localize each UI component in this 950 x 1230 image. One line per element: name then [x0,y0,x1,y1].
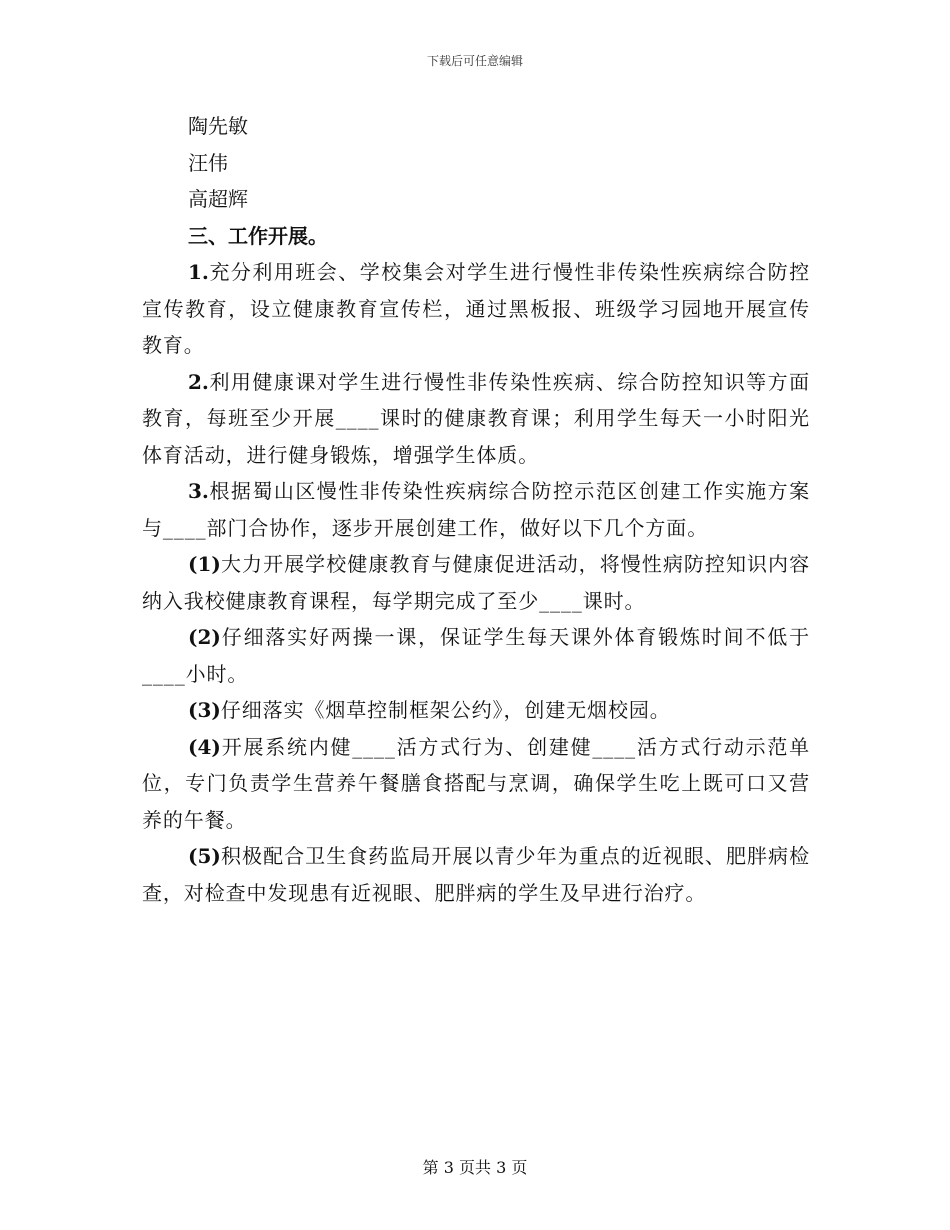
name-line: 汪伟 [188,150,228,175]
paragraph [142,619,810,692]
page-header: 下载后可任意编辑 [426,54,523,68]
paragraph-number: (5) [188,844,221,868]
paragraph-number: 3. [188,479,209,503]
document-body [142,108,810,911]
paragraph-text: 积极配合卫生食药监局开展以青少年为重点的近视眼、肥胖病检查，对检查中发现患有近视眼、肥胖病的学生及早进行治疗。 [142,844,810,905]
name-line: 高超辉 [188,187,248,211]
paragraph-text: 利用健康课对学生进行慢性非传染性疾病、综合防控知识等方面教育，每班至少开展____课时的健康教育课；利用学生每天一小时阳光体育活动，进行健身锻炼，增强学生体质。 [142,369,810,467]
paragraph [142,729,810,839]
paragraph-number: (2) [188,625,221,649]
paragraph-text: 仔细落实好两操一课，保证学生每天课外体育锻炼时间不低于____小时。 [142,625,810,686]
paragraph-text: 大力开展学校健康教育与健康促进活动，将慢性病防控知识内容纳入我校健康教育课程，每学期完成了至少____课时。 [142,552,810,613]
paragraph-text: 开展系统内健____活方式行为、创建健____活方式行动示范单位，专门负责学生营养午餐膳食搭配与烹调，确保学生吃上既可口又营养的午餐。 [142,734,810,832]
paragraph-number: (4) [188,734,221,759]
name-line: 陶先敏 [188,114,248,138]
section-heading: 三、工作开展。 [188,223,328,248]
paragraph-number: (3) [188,698,221,722]
paragraph-text: 仔细落实《烟草控制框架公约》，创建无烟校园。 [220,698,671,722]
paragraph [142,254,810,364]
paragraph-text: 根据蜀山区慢性非传染性疾病综合防控示范区创建工作实施方案与____部门合协作，逐步开展创建工作，做好以下几个方面。 [142,479,810,540]
paragraph [142,364,810,474]
paragraph [142,692,810,729]
page-footer: 第 3 页共 3 页 [422,1158,528,1177]
paragraph [142,546,810,619]
paragraph [142,473,810,546]
paragraph-text: 充分利用班会、学校集会对学生进行慢性非传染性疾病综合防控宣传教育，设立健康教育宣传栏，通过黑板报、班级学习园地开展宣传教育。 [142,260,810,357]
paragraph [142,838,810,911]
paragraph-number: (1) [188,552,221,576]
paragraph-number: 2. [188,369,209,394]
paragraph-number: 1. [188,260,209,284]
